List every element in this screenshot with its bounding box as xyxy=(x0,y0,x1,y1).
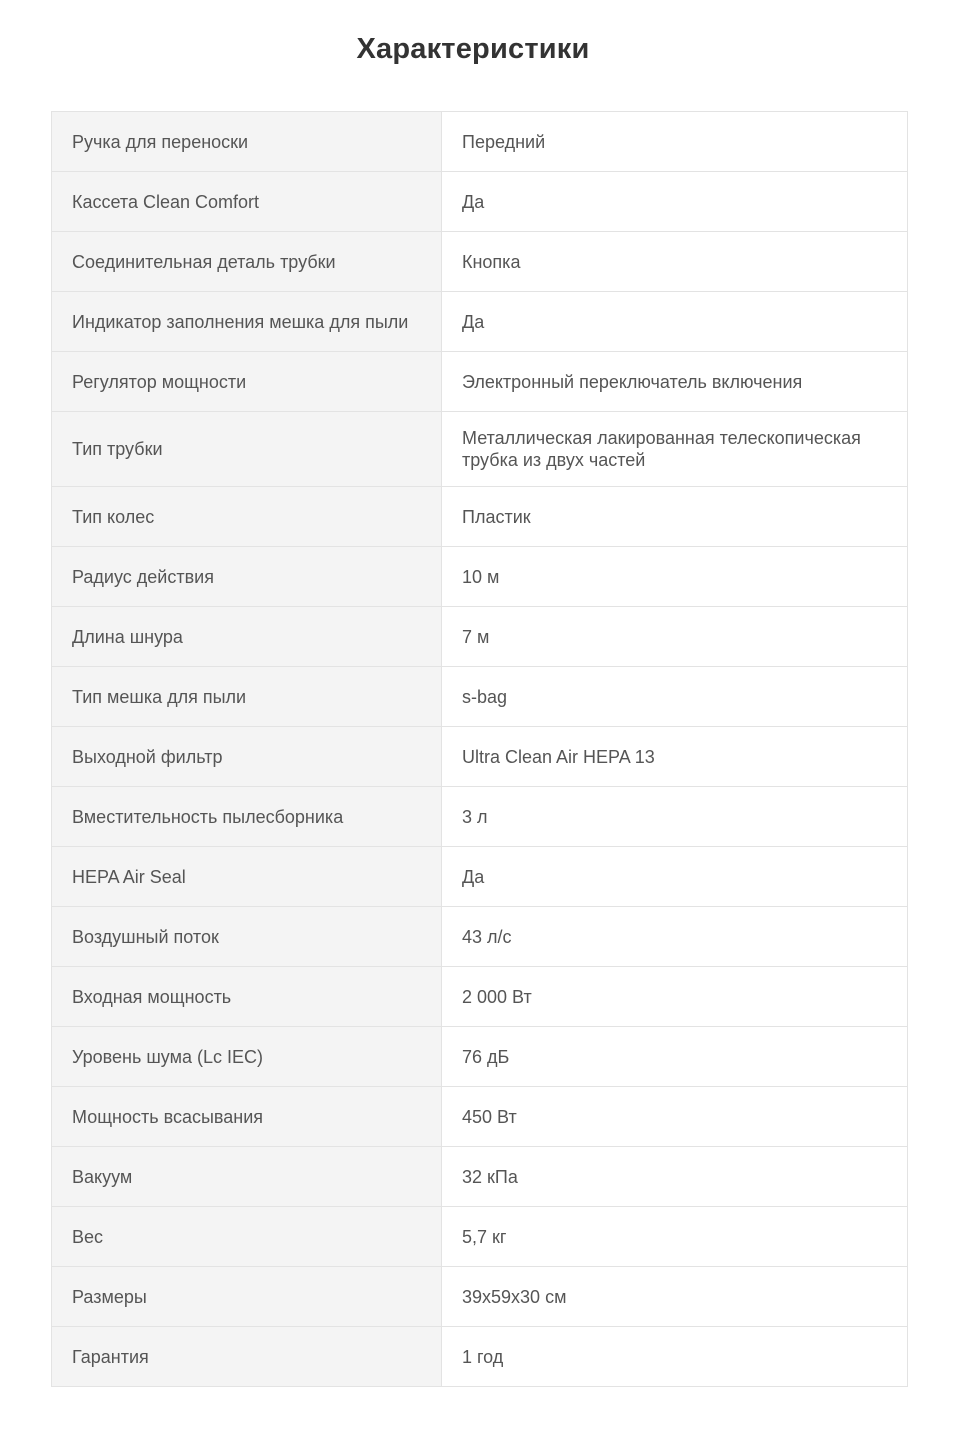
table-row xyxy=(52,232,908,292)
spec-label: Вместительность пылесборника xyxy=(52,787,442,847)
spec-label: Тип трубки xyxy=(52,412,442,487)
spec-label: Кассета Clean Comfort xyxy=(52,172,442,232)
table-row xyxy=(52,352,908,412)
spec-value: 1 год xyxy=(442,1327,908,1387)
table-row xyxy=(52,907,908,967)
spec-value: Да xyxy=(442,172,908,232)
table-row xyxy=(52,1267,908,1327)
table-row xyxy=(52,1027,908,1087)
spec-value: 7 м xyxy=(442,607,908,667)
spec-value: Пластик xyxy=(442,487,908,547)
spec-label: Радиус действия xyxy=(52,547,442,607)
table-row xyxy=(52,487,908,547)
spec-label: Уровень шума (Lc IEC) xyxy=(52,1027,442,1087)
spec-label: HEPA Air Seal xyxy=(52,847,442,907)
spec-label: Входная мощность xyxy=(52,967,442,1027)
spec-value: 2 000 Вт xyxy=(442,967,908,1027)
spec-value: Электронный переключатель включения xyxy=(442,352,908,412)
table-row xyxy=(52,1147,908,1207)
spec-value: Да xyxy=(442,292,908,352)
table-row xyxy=(52,667,908,727)
table-row xyxy=(52,412,908,487)
spec-value: 43 л/с xyxy=(442,907,908,967)
spec-value: Ultra Clean Air HEPA 13 xyxy=(442,727,908,787)
spec-value: Да xyxy=(442,847,908,907)
page-title: Характеристики xyxy=(356,33,590,65)
spec-value: 76 дБ xyxy=(442,1027,908,1087)
table-row xyxy=(52,112,908,172)
spec-label: Выходной фильтр xyxy=(52,727,442,787)
spec-value: 3 л xyxy=(442,787,908,847)
spec-label: Мощность всасывания xyxy=(52,1087,442,1147)
spec-label: Размеры xyxy=(52,1267,442,1327)
spec-label: Регулятор мощности xyxy=(52,352,442,412)
spec-label: Ручка для переноски xyxy=(52,112,442,172)
spec-value: Кнопка xyxy=(442,232,908,292)
spec-value: Передний xyxy=(442,112,908,172)
spec-label: Индикатор заполнения мешка для пыли xyxy=(52,292,442,352)
table-row xyxy=(52,547,908,607)
spec-label: Вакуум xyxy=(52,1147,442,1207)
table-row xyxy=(52,172,908,232)
spec-value: 10 м xyxy=(442,547,908,607)
table-row xyxy=(52,967,908,1027)
table-row xyxy=(52,787,908,847)
table-row xyxy=(52,1207,908,1267)
spec-value: 39x59x30 см xyxy=(442,1267,908,1327)
spec-label: Воздушный поток xyxy=(52,907,442,967)
spec-value: 450 Вт xyxy=(442,1087,908,1147)
spec-value: 5,7 кг xyxy=(442,1207,908,1267)
spec-label: Длина шнура xyxy=(52,607,442,667)
spec-value: 32 кПа xyxy=(442,1147,908,1207)
table-row xyxy=(52,727,908,787)
table-row xyxy=(52,1087,908,1147)
table-row xyxy=(52,1327,908,1387)
spec-label: Соединительная деталь трубки xyxy=(52,232,442,292)
table-row xyxy=(52,847,908,907)
specifications-table xyxy=(51,111,908,1387)
table-row xyxy=(52,292,908,352)
spec-value: s-bag xyxy=(442,667,908,727)
spec-label: Тип мешка для пыли xyxy=(52,667,442,727)
spec-label: Гарантия xyxy=(52,1327,442,1387)
spec-label: Вес xyxy=(52,1207,442,1267)
spec-label: Тип колес xyxy=(52,487,442,547)
table-row xyxy=(52,607,908,667)
spec-value: Металлическая лакированная телескопическая трубка из двух частей xyxy=(442,412,908,487)
